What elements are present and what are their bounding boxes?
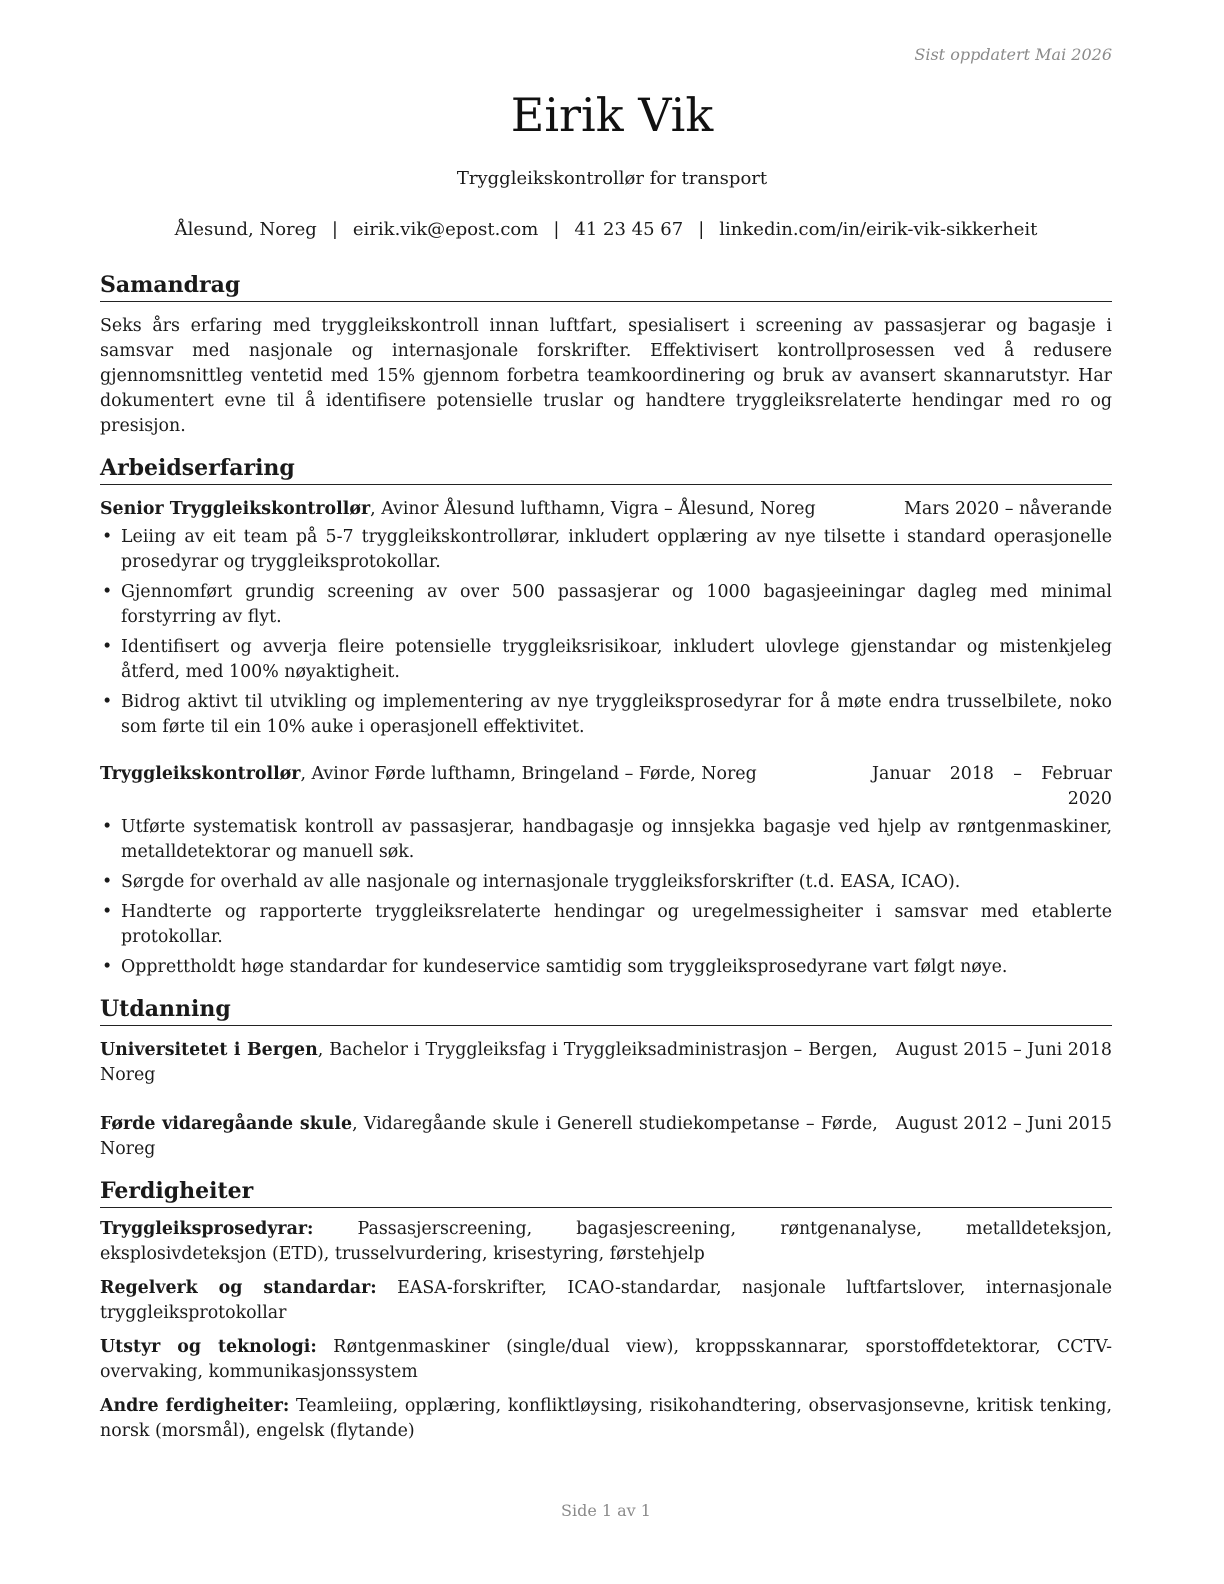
skill-label: Utstyr og teknologi: xyxy=(100,1337,317,1357)
experience-heading: Arbeidserfaring xyxy=(100,453,1112,485)
summary-text: Seks års erfaring med tryggleikskontroll innan luftfart, spesialisert i screening av passasjerar og bagasje i samsvar med nasjonale og internasjonale forskrifter. Effektivisert kontrollprosessen ved å redusere gjennomsnittleg ventetid med 15% gjennom forbetra teamkoordinering og bruk av avansert skannarutstyr. Har dokumentert evne til å identifisere potensielle truslar og handtere tryggleiksrelaterte hendingar med ro og presisjon. xyxy=(100,316,1112,436)
job-header xyxy=(100,497,1112,522)
education-info xyxy=(100,1038,878,1088)
job-title: Tryggleikskontrollør xyxy=(100,764,301,784)
education-info xyxy=(100,1112,878,1162)
bullet-text: Identifisert og avverja fleire potensielle tryggleiksrisikoar, inkludert ulovlege gjenstandar og mistenkjeleg åtferd, med 100% nøyaktigheit. xyxy=(121,637,1112,682)
bullet-icon: • xyxy=(102,817,113,837)
skill-label: Regelverk og standardar: xyxy=(100,1278,377,1298)
contact-phone: 41 23 45 67 xyxy=(574,219,684,240)
contact-location: Ålesund, Noreg xyxy=(174,219,317,240)
experience-section xyxy=(100,453,1112,980)
skills-heading: Ferdigheiter xyxy=(100,1176,1112,1208)
list-item xyxy=(100,900,1112,950)
job-role xyxy=(100,762,852,787)
list-item xyxy=(100,635,1112,685)
education-entry xyxy=(100,1038,1112,1088)
job-dates: Januar 2018 – Februar 2020 xyxy=(872,764,1112,809)
job-dates: Mars 2020 – nåverande xyxy=(904,499,1112,519)
education-dates: August 2012 – Juni 2015 xyxy=(895,1114,1112,1134)
bullet-text: Opprettholdt høge standardar for kundeservice samtidig som tryggleiksprosedyrane vart følgt nøye. xyxy=(121,957,1008,977)
contact-linkedin[interactable]: linkedin.com/in/eirik-vik-sikkerheit xyxy=(719,219,1038,240)
skill-text: Røntgenmaskiner (single/dual view), kroppsskannarar, sporstoffdetektorar, CCTV-overvaking, kommunikasjonssystem xyxy=(100,1337,1112,1382)
resume-content xyxy=(100,270,1112,1458)
list-item xyxy=(100,870,1112,895)
bullet-icon: • xyxy=(102,582,113,602)
bullet-icon: • xyxy=(102,902,113,922)
bullet-icon: • xyxy=(102,872,113,892)
contact-email[interactable]: eirik.vik@epost.com xyxy=(352,219,539,240)
job-title: Tryggleikskontrollør for transport xyxy=(456,168,768,189)
list-item xyxy=(100,580,1112,630)
bullet-text: Gjennomført grundig screening av over 500 passasjerar og 1000 bagasjeeiningar dagleg med minimal forstyrring av flyt. xyxy=(121,582,1112,627)
education-heading: Utdanning xyxy=(100,994,1112,1026)
job-header xyxy=(100,762,1112,812)
list-item xyxy=(100,955,1112,980)
job-title: Senior Tryggleikskontrollør xyxy=(100,499,371,519)
last-updated: Sist oppdatert Mai 2026 xyxy=(914,45,1112,64)
list-item xyxy=(100,815,1112,865)
education-entry xyxy=(100,1112,1112,1162)
bullet-text: Sørgde for overhald av alle nasjonale og internasjonale tryggleiksforskrifter (t.d. EASA, ICAO). xyxy=(121,872,961,892)
page-number: Side 1 av 1 xyxy=(561,1501,651,1520)
job-bullets xyxy=(100,815,1112,980)
skill-label: Andre ferdigheiter: xyxy=(100,1396,290,1416)
degree: , Vidaregåande skule i Generell studiekompetanse – Førde, Noreg xyxy=(100,1114,878,1159)
job-employer: , Avinor Førde lufthamn, Bringeland – Førde, Noreg xyxy=(300,764,757,784)
education-dates: August 2015 – Juni 2018 xyxy=(895,1040,1112,1060)
skill-group xyxy=(100,1217,1112,1267)
separator: | xyxy=(331,219,338,240)
skill-label: Tryggleiksprosedyrar: xyxy=(100,1219,314,1239)
bullet-icon: • xyxy=(102,637,113,657)
person-name: Eirik Vik xyxy=(510,88,714,142)
school-name: Førde vidaregåande skule xyxy=(100,1114,353,1134)
skill-group xyxy=(100,1335,1112,1385)
skill-text: Passasjerscreening, bagasjescreening, røntgenanalyse, metalldeteksjon, eksplosivdeteksjon (ETD), trusselvurdering, krisestyring, førstehjelp xyxy=(100,1219,1112,1264)
job-role xyxy=(100,497,884,522)
skill-text: Teamleiing, opplæring, konfliktløysing, risikohandtering, observasjonsevne, kritisk tenking, norsk (morsmål), engelsk (flytande) xyxy=(100,1396,1112,1441)
contact-line xyxy=(0,219,1212,240)
summary-heading: Samandrag xyxy=(100,270,1112,302)
job-employer: , Avinor Ålesund lufthamn, Vigra – Ålesund, Noreg xyxy=(370,499,816,519)
skill-text: EASA-forskrifter, ICAO-standardar, nasjonale luftfartslover, internasjonale tryggleiksprotokollar xyxy=(100,1278,1112,1323)
list-item xyxy=(100,690,1112,740)
bullet-icon: • xyxy=(102,692,113,712)
degree: , Bachelor i Tryggleiksfag i Tryggleiksadministrasjon – Bergen, Noreg xyxy=(100,1040,878,1085)
summary-section xyxy=(100,270,1112,439)
bullet-text: Leiing av eit team på 5-7 tryggleikskontrollørar, inkludert opplæring av nye tilsette i standard operasjonelle prosedyrar og tryggleiksprotokollar. xyxy=(121,527,1112,572)
education-section xyxy=(100,994,1112,1162)
bullet-text: Utførte systematisk kontroll av passasjerar, handbagasje og innsjekka bagasje ved hjelp av røntgenmaskiner, metalldetektorar og manuell søk. xyxy=(121,817,1112,862)
school-name: Universitetet i Bergen xyxy=(100,1040,318,1060)
separator: | xyxy=(553,219,560,240)
skills-section xyxy=(100,1176,1112,1444)
bullet-text: Handterte og rapporterte tryggleiksrelaterte hendingar og uregelmessigheiter i samsvar med etablerte protokollar. xyxy=(121,902,1112,947)
skill-group xyxy=(100,1276,1112,1326)
list-item xyxy=(100,525,1112,575)
job-entry xyxy=(100,762,1112,980)
skill-group xyxy=(100,1394,1112,1444)
separator: | xyxy=(698,219,705,240)
bullet-text: Bidrog aktivt til utvikling og implementering av nye tryggleiksprosedyrar for å møte endra trusselbilete, noko som førte til ein 10% auke i operasjonell effektivitet. xyxy=(121,692,1112,737)
job-bullets xyxy=(100,525,1112,740)
bullet-icon: • xyxy=(102,957,113,977)
job-entry xyxy=(100,497,1112,740)
bullet-icon: • xyxy=(102,527,113,547)
